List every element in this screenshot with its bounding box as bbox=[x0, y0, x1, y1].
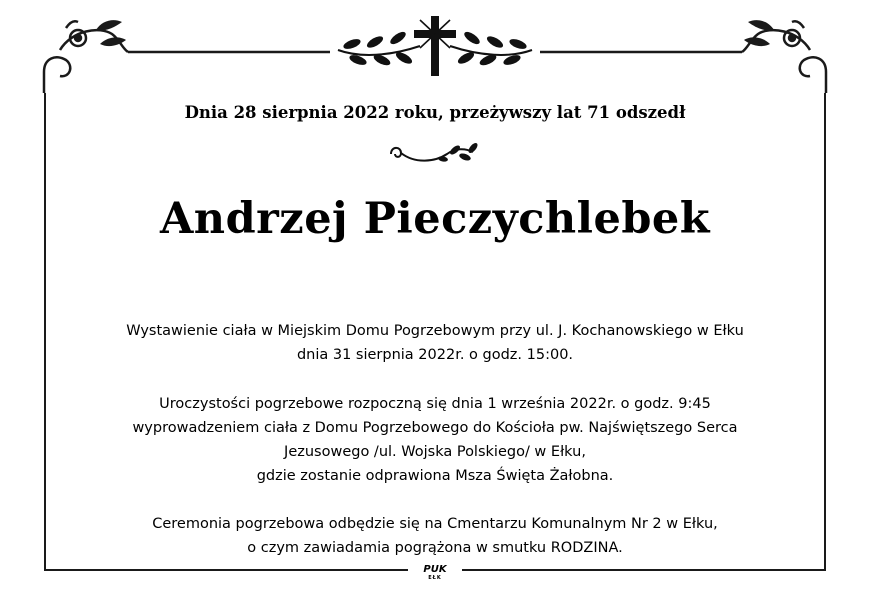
logo-sub-text: EŁK bbox=[428, 575, 442, 581]
cross-with-laurel-icon bbox=[338, 16, 532, 76]
text-line: wyprowadzeniem ciała z Domu Pogrzebowego do Kościoła pw. Najświętszego Serca bbox=[132, 420, 738, 436]
logo-main-text: PUK bbox=[423, 564, 447, 575]
text-line: Uroczystości pogrzebowe rozpoczną się dnia 1 września 2022r. o godz. 9:45 bbox=[159, 396, 711, 412]
viewing-paragraph bbox=[60, 319, 810, 367]
text-line: Jezusowego /ul. Wojska Polskiego/ w Ełku, bbox=[284, 444, 586, 460]
text-line: gdzie zostanie odprawiona Msza Święta Żałobna. bbox=[256, 468, 614, 484]
text-line: o czym zawiadamia pogrążona w smutku RODZINA. bbox=[247, 540, 623, 556]
vine-divider-icon bbox=[385, 140, 485, 170]
top-border-ornament bbox=[0, 0, 870, 100]
deceased-name: Andrzej Pieczychlebek bbox=[159, 194, 711, 244]
text-line: Ceremonia pogrzebowa odbędzie się na Cmentarzu Komunalnym Nr 2 w Ełku, bbox=[152, 516, 718, 532]
floral-corner-icon bbox=[44, 20, 128, 93]
death-date-intro: Dnia 28 sierpnia 2022 roku, przeżywszy lat 71 odszedł bbox=[184, 103, 686, 122]
floral-corner-icon bbox=[742, 20, 826, 93]
text-line: dnia 31 sierpnia 2022r. o godz. 15:00. bbox=[296, 347, 574, 363]
puk-logo bbox=[408, 562, 462, 584]
ceremony-paragraph bbox=[60, 392, 810, 488]
text-line: Wystawienie ciała w Miejskim Domu Pogrzebowym przy ul. J. Kochanowskiego w Ełku bbox=[126, 323, 744, 339]
burial-paragraph bbox=[60, 512, 810, 560]
